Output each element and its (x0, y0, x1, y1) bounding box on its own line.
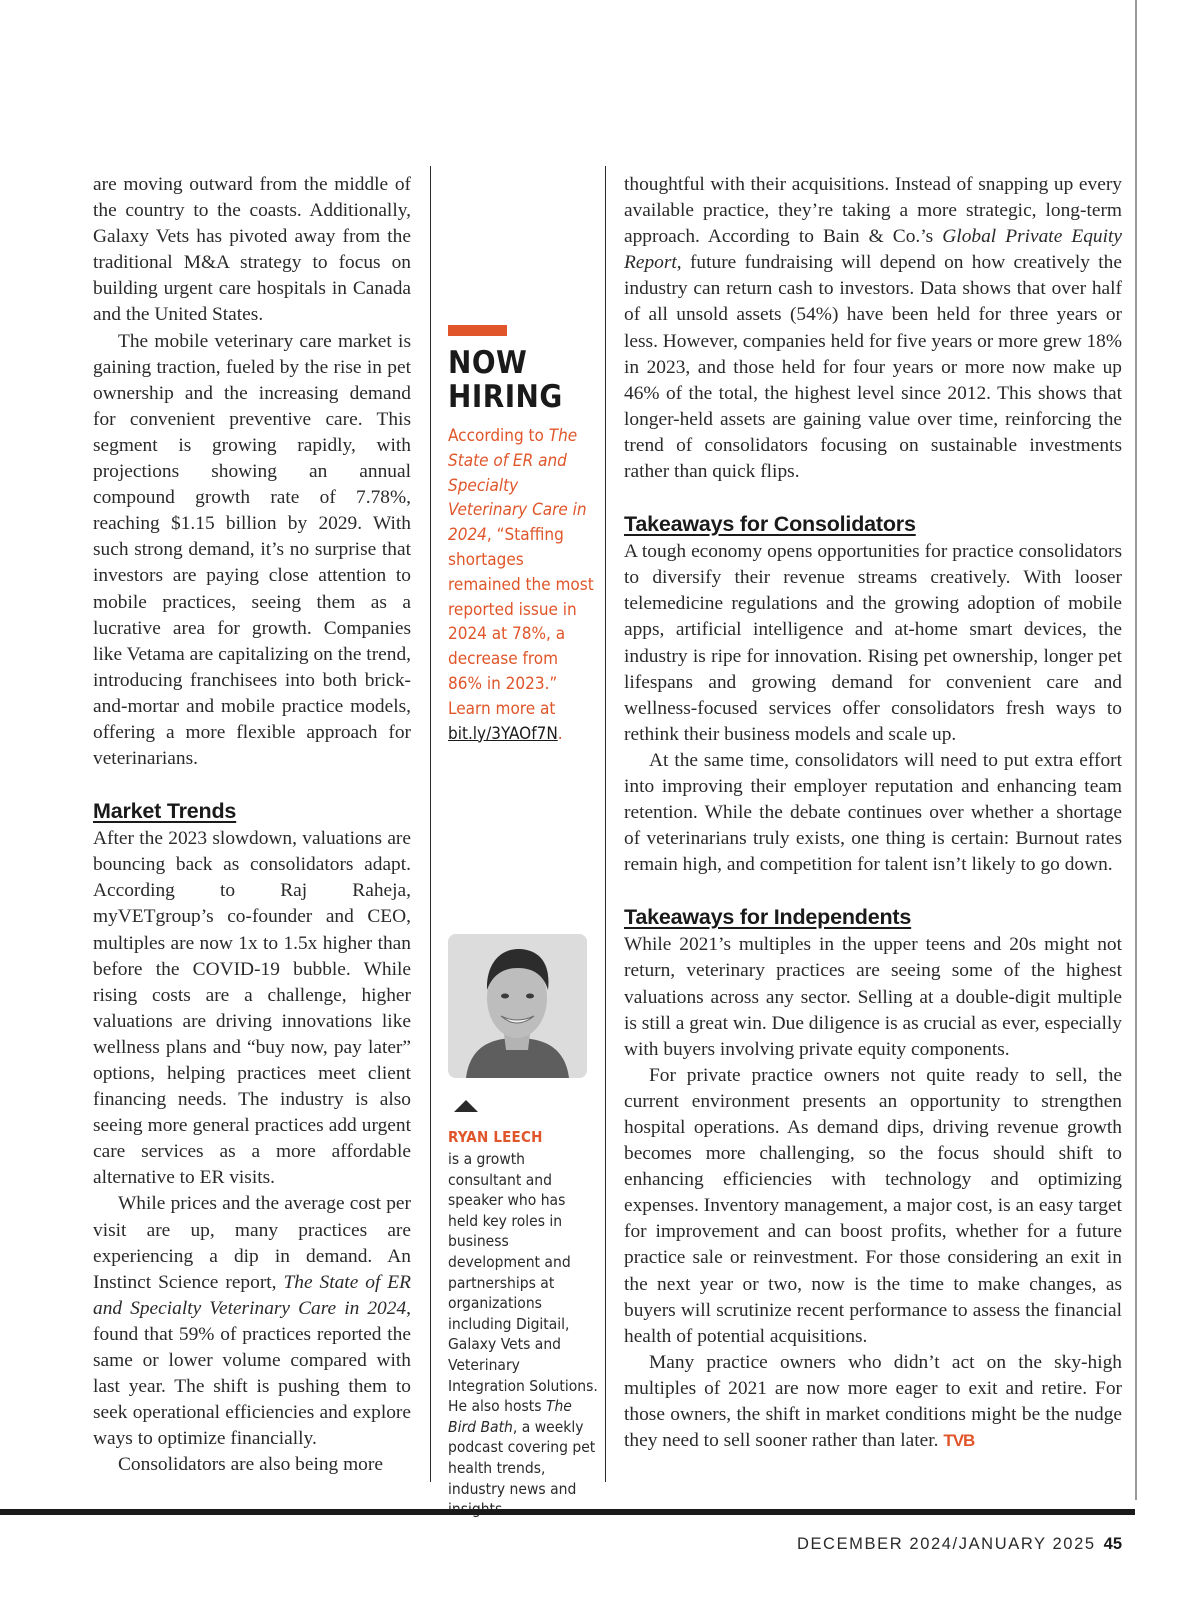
column-divider (430, 166, 431, 1482)
accent-bar (448, 325, 507, 336)
callout-text: According to (448, 426, 544, 446)
section-heading-market-trends: Market Trends (93, 799, 237, 824)
folio (797, 1535, 1122, 1554)
callout-text: . (557, 723, 563, 744)
text-run: , found that 59% of practices reported the same or lower volume compared with last year. The shift is pushing them to seek operational efficiencies and explore ways to optimize financially. (93, 1297, 411, 1450)
title-line: NOW (448, 345, 528, 381)
author-name: RYAN LEECH (448, 1128, 543, 1146)
report-title: The State of ER and Specialty Veterinary Care in 2024 (93, 1271, 411, 1319)
body-paragraph: Consolidators are also being more (118, 1454, 383, 1476)
text-run: Many practice owners who didn’t act on the sky-high multiples of 2021 are now more eager to exit and retire. For those owners, the shift in market conditions might be the nudge they need to sell sooner rather than later. (624, 1351, 1122, 1452)
author-photo (448, 934, 587, 1078)
page-edge-rule (1135, 0, 1137, 1500)
body-paragraph: are moving outward from the middle of the country to the coasts. Additionally, Galaxy Vets has pivoted away from the traditional M&A strategy to focus on building urgent care hospitals in Canada and the United States. (93, 174, 411, 326)
bio-text: is a growth consultant and speaker who has held key roles in business development and partnerships at organizations including Digitail, Galaxy Vets and Veterinary Integration Solutions. He also hosts (448, 1150, 598, 1416)
now-hiring-title (448, 346, 598, 414)
column-divider (605, 166, 606, 1482)
podcast-title: The Bird Bath (448, 1397, 572, 1436)
left-column (93, 172, 411, 1479)
bio-text: , a weekly podcast covering pet health trends, industry news and (448, 1417, 596, 1498)
caption-pointer-icon (454, 1100, 478, 1112)
end-mark-logo: TVB (943, 1431, 975, 1451)
callout-text: , “Staffing shortages remained the most reported issue in 2024 at 78%, a decrease from 86% in 2023.” Learn more at (448, 525, 594, 719)
issue-date: DECEMBER 2024/JANUARY 2025 (796, 1535, 1096, 1553)
body-paragraph (624, 1350, 1122, 1454)
now-hiring-callout (448, 424, 596, 746)
body-paragraph (93, 1191, 411, 1452)
right-column (624, 172, 1122, 1454)
section-heading-independents: Takeaways for Independents (624, 905, 912, 930)
title-line: HIRING (448, 379, 563, 415)
text-run: thoughtful with their acquisitions. Instead of snapping up every available practice, they’re taking a more strategic, long-term approach. According to Bain & Co.’s (624, 174, 1122, 248)
author-portrait-icon (448, 934, 587, 1078)
body-paragraph (624, 172, 1122, 485)
author-bio (448, 1149, 598, 1520)
report-title: Global Private Equity Report (624, 226, 1122, 274)
page-number: 45 (1103, 1535, 1122, 1553)
body-paragraph: For private practice owners not quite ready to sell, the current environment presents an opportunity to strengthen hospital operations. As demand dips, driving revenue growth becomes more challenging, so the focus should shift to enhancing efficiencies with technology and optimizing expenses. Inventory management, a major cost, is an easy target for improvement and can boost profits, whether for a future practice sale or reinvestment. For those considering an exit in the next year or two, now is the time to make changes, as buyers will scrutinize recent performance to assess the financial health of potential acquisitions. (624, 1064, 1122, 1347)
body-paragraph: A tough economy opens opportunities for practice consolidators to diversify their revenue streams creatively. With looser telemedicine regulations and the growing adoption of mobile apps, artificial intelligence and at-home smart devices, the industry is ripe for innovation. Rising pet ownership, longer pet lifespans and growing demand for convenient care and wellness-focused services offer consolidators fresh ways to rethink their business models and scale up. (624, 541, 1122, 745)
section-heading-consolidators: Takeaways for Consolidators (624, 512, 916, 537)
body-paragraph: The mobile veterinary care market is gaining traction, fueled by the rise in pet ownership and the increasing demand for convenient preventive care. This segment is growing rapidly, with projections showing an annual compound growth rate of 7.78%, reaching $1.15 billion by 2029. With such strong demand, it’s no surprise that investors are paying close attention to mobile practices, seeing them as a lucrative area for growth. Companies like Vetama are capitalizing on the trend, introducing franchisees into both brick-and-mortar and mobile practice models, offering a more flexible approach for veterinarians. (93, 330, 411, 770)
footer-rule (0, 1509, 1135, 1515)
body-paragraph: At the same time, consolidators will need to put extra effort into improving their employer reputation and enhancing team retention. While the debate continues over whether a shortage of veterinarians truly exists, one thing is certain: Burnout rates remain high, and competition for talent isn’t likely to go down. (624, 749, 1122, 876)
text-run: While prices and the average cost per visit are up, many practices are experiencing a dip in demand. An Instinct Science report, (93, 1193, 411, 1293)
text-run: , future fundraising will depend on how creatively the industry can return cash to investors. Data shows that over half of all unsold assets (54%) have been held for three years or less. However, companies held for five years or more grew 18% in 2023, and those held for four years or more now make up 46% of the total, the highest level since 2012. This shows that longer-held assets are gaining value over time, reinforcing the trend of consolidators focusing on sustainable investments rather than quick flips. (624, 252, 1122, 483)
learn-more-link[interactable]: bit.ly/3YAOf7N (448, 723, 558, 744)
body-paragraph: After the 2023 slowdown, valuations are bouncing back as consolidators adapt. According to Raj Raheja, myVETgroup’s co-founder and CEO, multiples are now 1x to 1.5x higher than before the COVID-19 bubble. While rising costs are a challenge, higher valuations are driving innovations like wellness plans and “buy now, pay later” options, helping practices meet client financing needs. The industry is also seeing more general practices add urgent care services as a more affordable alternative to ER visits. (93, 828, 411, 1189)
report-title: The State of ER and Specialty Veterinary Care in 2024 (448, 426, 587, 546)
body-paragraph: While 2021’s multiples in the upper teens and 20s might not return, veterinary practices are seeing some of the highest valuations across any sector. Selling at a double-digit multiple is still a great win. Due diligence is as crucial as ever, especially with buyers involving private equity components. (624, 934, 1122, 1060)
